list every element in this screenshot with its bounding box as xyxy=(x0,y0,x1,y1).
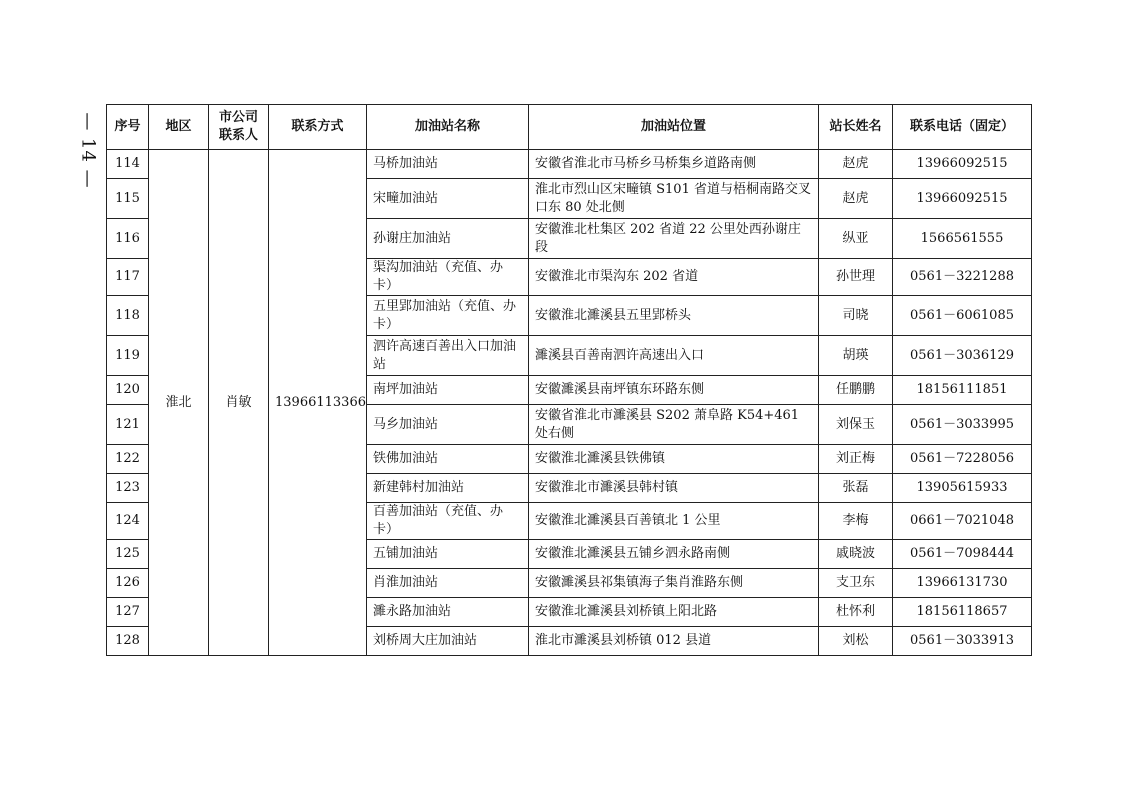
cell-manager: 刘松 xyxy=(819,627,893,656)
cell-phone: 0561－3036129 xyxy=(893,336,1032,376)
cell-manager: 司晓 xyxy=(819,296,893,336)
cell-station-name: 马乡加油站 xyxy=(367,405,529,445)
cell-phone: 18156118657 xyxy=(893,598,1032,627)
cell-company-contact: 肖敏 xyxy=(209,150,269,656)
cell-station-location: 安徽淮北濉溪县刘桥镇上阳北路 xyxy=(529,598,819,627)
header-seq: 序号 xyxy=(107,105,149,150)
cell-seq: 119 xyxy=(107,336,149,376)
cell-seq: 118 xyxy=(107,296,149,336)
header-manager: 站长姓名 xyxy=(819,105,893,150)
cell-phone: 18156111851 xyxy=(893,376,1032,405)
cell-seq: 126 xyxy=(107,569,149,598)
cell-phone: 0561－7098444 xyxy=(893,540,1032,569)
cell-seq: 128 xyxy=(107,627,149,656)
cell-station-name: 宋疃加油站 xyxy=(367,179,529,219)
cell-station-location: 安徽省淮北市马桥乡马桥集乡道路南侧 xyxy=(529,150,819,179)
cell-seq: 117 xyxy=(107,259,149,296)
cell-contact: 13966113366 xyxy=(269,150,367,656)
cell-seq: 122 xyxy=(107,445,149,474)
header-station-location: 加油站位置 xyxy=(529,105,819,150)
cell-region: 淮北 xyxy=(149,150,209,656)
cell-manager: 杜怀利 xyxy=(819,598,893,627)
cell-seq: 125 xyxy=(107,540,149,569)
cell-phone: 1566561555 xyxy=(893,219,1032,259)
cell-manager: 张磊 xyxy=(819,474,893,503)
cell-station-name: 铁佛加油站 xyxy=(367,445,529,474)
cell-station-location: 安徽淮北市渠沟东 202 省道 xyxy=(529,259,819,296)
cell-seq: 124 xyxy=(107,503,149,540)
cell-seq: 121 xyxy=(107,405,149,445)
cell-manager: 刘正梅 xyxy=(819,445,893,474)
cell-station-location: 安徽淮北濉溪县五里郢桥头 xyxy=(529,296,819,336)
cell-phone: 13966131730 xyxy=(893,569,1032,598)
cell-manager: 纵亚 xyxy=(819,219,893,259)
page-number-text: — 14 — xyxy=(77,111,99,189)
cell-manager: 胡瑛 xyxy=(819,336,893,376)
gas-station-table xyxy=(106,104,1032,656)
cell-station-name: 孙谢庄加油站 xyxy=(367,219,529,259)
header-region: 地区 xyxy=(149,105,209,150)
cell-station-name: 渠沟加油站（充值、办卡） xyxy=(367,259,529,296)
cell-manager: 刘保玉 xyxy=(819,405,893,445)
cell-seq: 120 xyxy=(107,376,149,405)
header-phone: 联系电话（固定） xyxy=(893,105,1032,150)
cell-station-location: 淮北市烈山区宋疃镇 S101 省道与梧桐南路交叉口东 80 处北侧 xyxy=(529,179,819,219)
cell-manager: 戚晓波 xyxy=(819,540,893,569)
cell-station-name: 五铺加油站 xyxy=(367,540,529,569)
cell-seq: 116 xyxy=(107,219,149,259)
cell-manager: 赵虎 xyxy=(819,179,893,219)
cell-station-location: 安徽濉溪县南坪镇东环路东侧 xyxy=(529,376,819,405)
cell-station-name: 肖淮加油站 xyxy=(367,569,529,598)
cell-phone: 0561－3033913 xyxy=(893,627,1032,656)
table-row xyxy=(107,150,1032,179)
header-company-contact: 市公司联系人 xyxy=(209,105,269,150)
cell-manager: 赵虎 xyxy=(819,150,893,179)
cell-station-location: 安徽淮北杜集区 202 省道 22 公里处西孙谢庄段 xyxy=(529,219,819,259)
cell-seq: 115 xyxy=(107,179,149,219)
cell-station-name: 新建韩村加油站 xyxy=(367,474,529,503)
cell-manager: 孙世理 xyxy=(819,259,893,296)
cell-station-name: 濉永路加油站 xyxy=(367,598,529,627)
cell-station-location: 安徽淮北濉溪县百善镇北 1 公里 xyxy=(529,503,819,540)
cell-manager: 支卫东 xyxy=(819,569,893,598)
cell-station-name: 五里郢加油站（充值、办卡） xyxy=(367,296,529,336)
cell-phone: 0561－6061085 xyxy=(893,296,1032,336)
cell-station-location: 安徽淮北濉溪县铁佛镇 xyxy=(529,445,819,474)
cell-manager: 李梅 xyxy=(819,503,893,540)
cell-phone: 13905615933 xyxy=(893,474,1032,503)
cell-station-name: 泗许高速百善出入口加油站 xyxy=(367,336,529,376)
cell-phone: 13966092515 xyxy=(893,150,1032,179)
cell-phone: 0561－7228056 xyxy=(893,445,1032,474)
cell-station-name: 马桥加油站 xyxy=(367,150,529,179)
cell-station-location: 安徽省淮北市濉溪县 S202 萧阜路 K54+461 处右侧 xyxy=(529,405,819,445)
cell-station-location: 安徽濉溪县祁集镇海子集肖淮路东侧 xyxy=(529,569,819,598)
header-contact: 联系方式 xyxy=(269,105,367,150)
cell-station-location: 安徽淮北濉溪县五铺乡泗永路南侧 xyxy=(529,540,819,569)
cell-station-name: 刘桥周大庄加油站 xyxy=(367,627,529,656)
cell-station-name: 百善加油站（充值、办卡） xyxy=(367,503,529,540)
cell-seq: 123 xyxy=(107,474,149,503)
cell-station-location: 濉溪县百善南泗许高速出入口 xyxy=(529,336,819,376)
header-station-name: 加油站名称 xyxy=(367,105,529,150)
cell-seq: 114 xyxy=(107,150,149,179)
cell-seq: 127 xyxy=(107,598,149,627)
cell-manager: 任鹏鹏 xyxy=(819,376,893,405)
cell-station-name: 南坪加油站 xyxy=(367,376,529,405)
cell-phone: 0561－3033995 xyxy=(893,405,1032,445)
page-number xyxy=(68,105,108,195)
cell-phone: 13966092515 xyxy=(893,179,1032,219)
table-header-row xyxy=(107,105,1032,150)
cell-phone: 0561－3221288 xyxy=(893,259,1032,296)
cell-station-location: 安徽淮北市濉溪县韩村镇 xyxy=(529,474,819,503)
cell-station-location: 淮北市濉溪县刘桥镇 012 县道 xyxy=(529,627,819,656)
cell-phone: 0661－7021048 xyxy=(893,503,1032,540)
